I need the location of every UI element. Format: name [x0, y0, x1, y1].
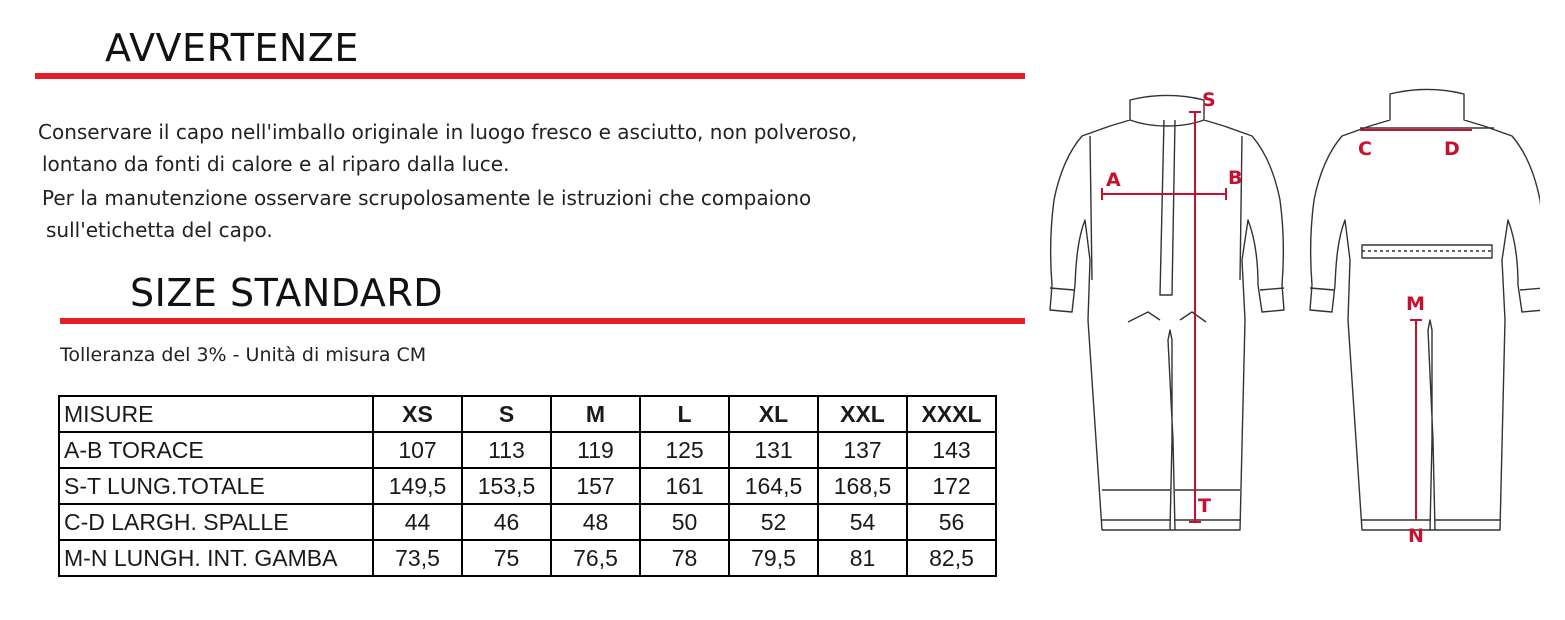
table-cell: 46: [462, 504, 551, 540]
label-t: T: [1198, 495, 1211, 517]
size-title: SIZE STANDARD: [130, 271, 444, 315]
warning-line: Conservare il capo nell'imballo originale in luogo fresco e asciutto, non polveroso,: [38, 120, 858, 144]
table-cell: 113: [462, 432, 551, 468]
table-row: [59, 468, 996, 504]
coverall-front-drawing: [1050, 96, 1284, 531]
header-cell: XXXL: [907, 396, 996, 432]
table-cell: 172: [907, 468, 996, 504]
table-cell: 82,5: [907, 540, 996, 576]
table-cell: 161: [640, 468, 729, 504]
header-cell: MISURE: [59, 396, 373, 432]
coverall-measurement-diagram: [1030, 80, 1540, 550]
table-cell: 157: [551, 468, 640, 504]
row-label: S-T LUNG.TOTALE: [59, 468, 373, 504]
table-cell: 50: [640, 504, 729, 540]
table-cell: 54: [818, 504, 907, 540]
table-cell: 153,5: [462, 468, 551, 504]
table-cell: 79,5: [729, 540, 818, 576]
header-cell: S: [462, 396, 551, 432]
header-cell: XXL: [818, 396, 907, 432]
row-label: C-D LARGH. SPALLE: [59, 504, 373, 540]
header-cell: XL: [729, 396, 818, 432]
label-n: N: [1408, 525, 1424, 547]
table-cell: 48: [551, 504, 640, 540]
warning-line: Per la manutenzione osservare scrupolosamente le istruzioni che compaiono: [42, 186, 812, 210]
table-cell: 56: [907, 504, 996, 540]
table-cell: 44: [373, 504, 462, 540]
table-cell: 143: [907, 432, 996, 468]
table-row: [59, 540, 996, 576]
warnings-title: AVVERTENZE: [105, 26, 359, 70]
table-cell: 119: [551, 432, 640, 468]
table-cell: 137: [818, 432, 907, 468]
header-cell: M: [551, 396, 640, 432]
table-cell: 131: [729, 432, 818, 468]
coverall-back-drawing: [1310, 90, 1540, 531]
table-cell: 73,5: [373, 540, 462, 576]
size-table: [58, 395, 997, 577]
table-cell: 168,5: [818, 468, 907, 504]
header-cell: XS: [373, 396, 462, 432]
label-d: D: [1444, 138, 1460, 160]
warning-line: lontano da fonti di calore e al riparo dalla luce.: [42, 152, 510, 176]
warnings-divider: [35, 73, 1025, 79]
table-cell: 81: [818, 540, 907, 576]
table-cell: 164,5: [729, 468, 818, 504]
label-m: M: [1406, 293, 1425, 315]
label-c: C: [1358, 138, 1372, 160]
label-a: A: [1106, 169, 1121, 191]
table-cell: 78: [640, 540, 729, 576]
header-cell: L: [640, 396, 729, 432]
size-divider: [60, 318, 1025, 324]
table-row: [59, 432, 996, 468]
row-label: M-N LUNGH. INT. GAMBA: [59, 540, 373, 576]
row-label: A-B TORACE: [59, 432, 373, 468]
table-cell: 52: [729, 504, 818, 540]
table-row: [59, 504, 996, 540]
table-cell: 149,5: [373, 468, 462, 504]
table-cell: 107: [373, 432, 462, 468]
tolerance-note: Tolleranza del 3% - Unità di misura CM: [60, 344, 427, 366]
table-cell: 76,5: [551, 540, 640, 576]
warning-line: sull'etichetta del capo.: [46, 218, 273, 242]
table-header-row: [59, 396, 996, 432]
label-b: B: [1228, 167, 1243, 189]
table-cell: 125: [640, 432, 729, 468]
table-cell: 75: [462, 540, 551, 576]
label-s: S: [1202, 89, 1216, 111]
